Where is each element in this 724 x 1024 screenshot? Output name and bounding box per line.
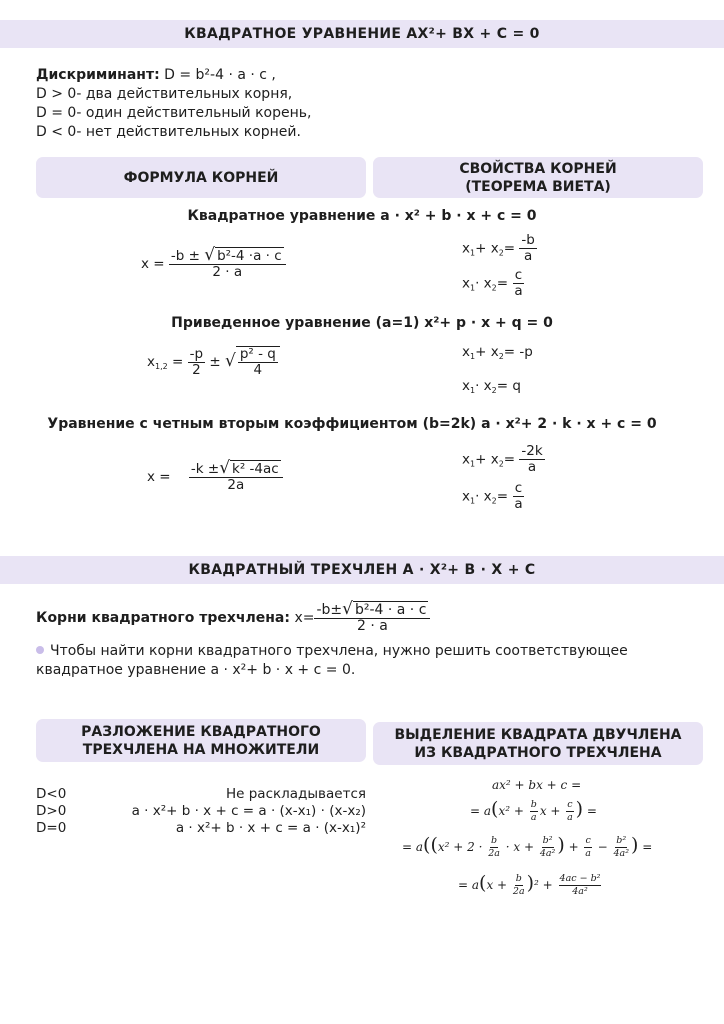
numerator: -2k xyxy=(521,443,543,459)
trinomial-note xyxy=(36,642,628,680)
factor-result: a · x²+ b · x + c = a · (x-x₁) · (x-x₂) xyxy=(131,803,366,819)
numerator: 4ac − b² xyxy=(559,873,601,884)
denominator: a xyxy=(514,496,523,512)
denominator: 4a² xyxy=(539,848,556,859)
product-value: = q xyxy=(496,378,521,394)
bullet-icon xyxy=(36,646,44,654)
discriminant-label: Дискриминант: xyxy=(36,67,160,83)
equals: = xyxy=(172,354,184,370)
numerator: c xyxy=(567,799,573,810)
factor-result: Не раскладывается xyxy=(225,786,366,802)
numerator: c xyxy=(514,480,523,496)
x-equals: x = xyxy=(147,469,171,485)
roots-formula-title: ФОРМУЛА КОРНЕЙ xyxy=(123,169,279,186)
eq1-title: Квадратное уравнение a · x² + b · x + c = 0 xyxy=(187,208,537,224)
factorization-box xyxy=(36,719,366,762)
eq1-vieta-product: $x_1\cdot x_2=$ $\frac{c}{a}$ xyxy=(462,267,523,299)
numerator: b xyxy=(515,873,522,884)
denominator: a xyxy=(530,812,537,823)
eq3-root-formula: x = $\frac{\text{-k ±√ k² -4ac}}{2a}$ xyxy=(147,461,283,493)
discriminant-block xyxy=(36,66,311,142)
trinomial-roots-label: Корни квадратного трехчлена: xyxy=(36,610,290,626)
x-equals: x = xyxy=(141,256,165,272)
factor-row xyxy=(36,803,366,820)
note-line: квадратное уравнение a · x²+ b · x + c = 0. xyxy=(36,662,356,678)
eq2-vieta-sum: $x_1+ x_2= -p$ xyxy=(462,344,533,361)
eq1-root-formula: x = $\frac{\text{-b ± √ b²-4 ·a · c}}{2 \cdot a}$ xyxy=(141,248,286,280)
numerator-pre: -k ± xyxy=(190,461,220,477)
section-header-text: КВАДРАТНЫЙ ТРЕХЧЛЕН A · X²+ B · X + C xyxy=(188,562,536,578)
numerator: c xyxy=(585,835,591,846)
denominator: 4 xyxy=(253,362,263,378)
section-header-quadratic-equation xyxy=(0,20,724,48)
discriminant-formula: D = b²-4 · a · c , xyxy=(159,67,276,83)
denominator: a xyxy=(514,283,523,299)
denominator: 2 xyxy=(192,361,201,378)
numerator: -b xyxy=(521,232,535,248)
vieta-title: СВОЙСТВА КОРНЕЙ (ТЕОРЕМА ВИЕТА) xyxy=(459,160,617,195)
radicand: b²-4 ·a · c xyxy=(217,248,282,264)
discriminant-line: D = 0- один действительный корень, xyxy=(36,105,312,121)
square-completion-title: ВЫДЕЛЕНИЕ КВАДРАТА ДВУЧЛЕНА ИЗ КВАДРАТНОГО ТРЕХЧЛЕНА xyxy=(394,726,682,761)
denominator: a xyxy=(523,248,533,264)
numerator: c xyxy=(514,267,523,283)
denominator: 2a xyxy=(512,886,525,897)
trinomial-roots: Корни квадратного трехчлена: x= $\frac{\text{-b±√ b²-4 · a · c}}{2 \cdot a}$ xyxy=(36,602,430,634)
factor-condition: D=0 xyxy=(36,820,67,836)
denominator: a xyxy=(567,812,573,823)
discriminant-line: D > 0- два действительных корня, xyxy=(36,86,293,102)
eq1-vieta-sum: $x_1+ x_2=$ $\frac{-b}{a}$ xyxy=(462,232,535,264)
square-line-3: = a((x² + 2 · $\frac{b}{2a}$ · x + $\frac{\text{b²}}{\text{4a²}}$ ) + $\frac{c}{a}$ − $\frac{\text{b²}}{\text{4a²}}$ ) = xyxy=(402,834,653,859)
denominator: a xyxy=(527,459,537,475)
eq2-vieta-product: $x_1\cdot x_2= q$ xyxy=(462,378,521,395)
factorization-title: РАЗЛОЖЕНИЕ КВАДРАТНОГО ТРЕХЧЛЕНА НА МНОЖИТЕЛИ xyxy=(81,723,321,758)
eq3-vieta-sum: $x_1+ x_2=$ $\frac{-2k}{a}$ xyxy=(462,443,543,475)
numerator: b xyxy=(491,835,498,846)
numerator: p² - q xyxy=(239,346,276,362)
numerator: -p xyxy=(189,345,204,362)
numerator: b² xyxy=(542,835,553,846)
section-header-trinomial xyxy=(0,556,724,584)
eq3-title: Уравнение с четным вторым коэффициентом (b=2k) a · x²+ 2 · k · x + c = 0 xyxy=(47,416,657,432)
denominator: 2 · a xyxy=(357,618,388,634)
vieta-box xyxy=(373,157,703,198)
denominator: 2a xyxy=(488,848,500,859)
denominator: a xyxy=(585,848,591,859)
radicand: b²-4 · a · c xyxy=(354,602,427,618)
factor-condition: D>0 xyxy=(36,803,67,819)
numerator: b xyxy=(530,799,537,810)
denominator: 2 · a xyxy=(212,264,243,280)
numerator: b² xyxy=(616,835,627,846)
section-header-text: КВАДРАТНОЕ УРАВНЕНИЕ AX²+ BX + C = 0 xyxy=(184,26,540,42)
square-completion-box xyxy=(373,722,703,765)
x-equals: x= xyxy=(294,610,315,626)
square-line-4: = a(x + $\frac{b}{2a}$ )² + $\frac{\text{4ac − b²}}{\text{4a²}}$ xyxy=(458,872,601,897)
numerator-pre: -b ± xyxy=(170,248,200,264)
denominator: 2a xyxy=(227,477,245,493)
factor-condition: D<0 xyxy=(36,786,67,802)
eq2-root-formula: $x_{1,2}$ = $\frac{-p}{2}$ ± √ $\frac{\text{p² - q}}{4}$ xyxy=(147,346,280,378)
sum-value: = -p xyxy=(503,344,533,360)
square-line-1: ax² + bx + c = xyxy=(492,778,582,792)
discriminant-line: D < 0- нет действительных корней. xyxy=(36,124,301,140)
factor-row xyxy=(36,820,366,837)
square-line-2: = a(x² + $\frac{b}{a}$ x + $\frac{c}{a}$ ) = xyxy=(470,798,597,823)
numerator-pre: -b± xyxy=(316,602,343,618)
factorization-table xyxy=(36,786,366,837)
denominator: 4a² xyxy=(572,886,588,897)
note-line: Чтобы найти корни квадратного трехчлена, нужно решить соответствующее xyxy=(50,643,628,659)
plus-minus: ± xyxy=(209,354,221,370)
factor-row xyxy=(36,786,366,803)
radicand: k² -4ac xyxy=(232,461,279,477)
eq2-title: Приведенное уравнение (a=1) x²+ p · x + q = 0 xyxy=(171,315,553,331)
eq3-vieta-product: $x_1\cdot x_2=$ $\frac{c}{a}$ xyxy=(462,480,523,512)
factor-result: a · x²+ b · x + c = a · (x-x₁)² xyxy=(175,820,366,836)
denominator: 4a² xyxy=(613,848,630,859)
roots-formula-box xyxy=(36,157,366,198)
